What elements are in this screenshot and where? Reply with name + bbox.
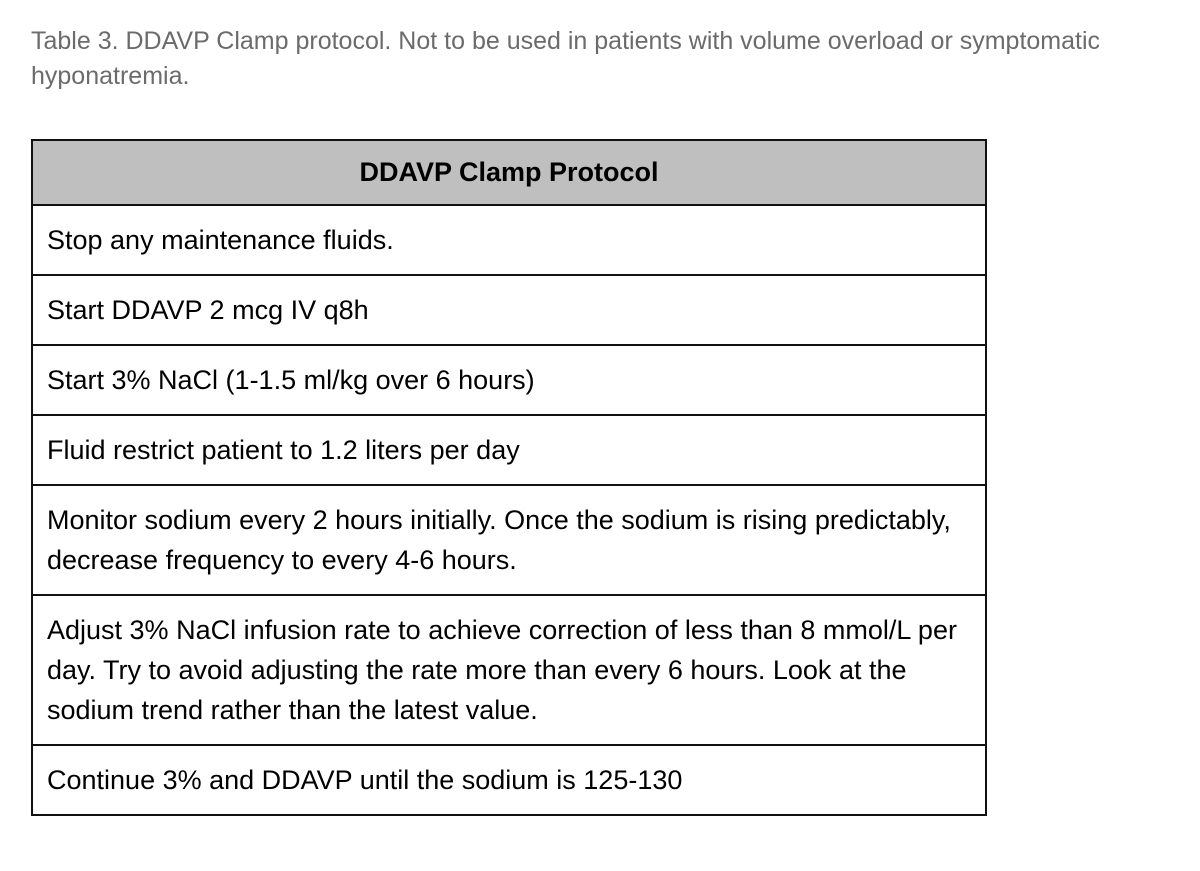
table-cell: Start 3% NaCl (1-1.5 ml/kg over 6 hours): [32, 345, 986, 415]
table-cell: Start DDAVP 2 mcg IV q8h: [32, 275, 986, 345]
table-cell: Fluid restrict patient to 1.2 liters per day: [32, 415, 986, 485]
table-caption: Table 3. DDAVP Clamp protocol. Not to be used in patients with volume overload or symptomatic hyponatremia.: [31, 27, 1101, 90]
table-row: [32, 485, 986, 595]
table-row: [32, 205, 986, 275]
table-row: [32, 345, 986, 415]
table-cell: Continue 3% and DDAVP until the sodium is 125-130: [32, 745, 986, 815]
table-cell: Stop any maintenance fluids.: [32, 205, 986, 275]
table-row: [32, 415, 986, 485]
protocol-table: [31, 139, 987, 816]
table-header: DDAVP Clamp Protocol: [32, 140, 986, 205]
table-row: [32, 275, 986, 345]
table-header-row: [32, 140, 986, 205]
table-cell: Adjust 3% NaCl infusion rate to achieve correction of less than 8 mmol/L per day. Try to avoid adjusting the rate more than every 6 hours. Look at the sodium trend rather than the latest value.: [32, 595, 986, 745]
table-row: [32, 745, 986, 815]
table-row: [32, 595, 986, 745]
table-cell: Monitor sodium every 2 hours initially. Once the sodium is rising predictably, decrease frequency to every 4-6 hours.: [32, 485, 986, 595]
